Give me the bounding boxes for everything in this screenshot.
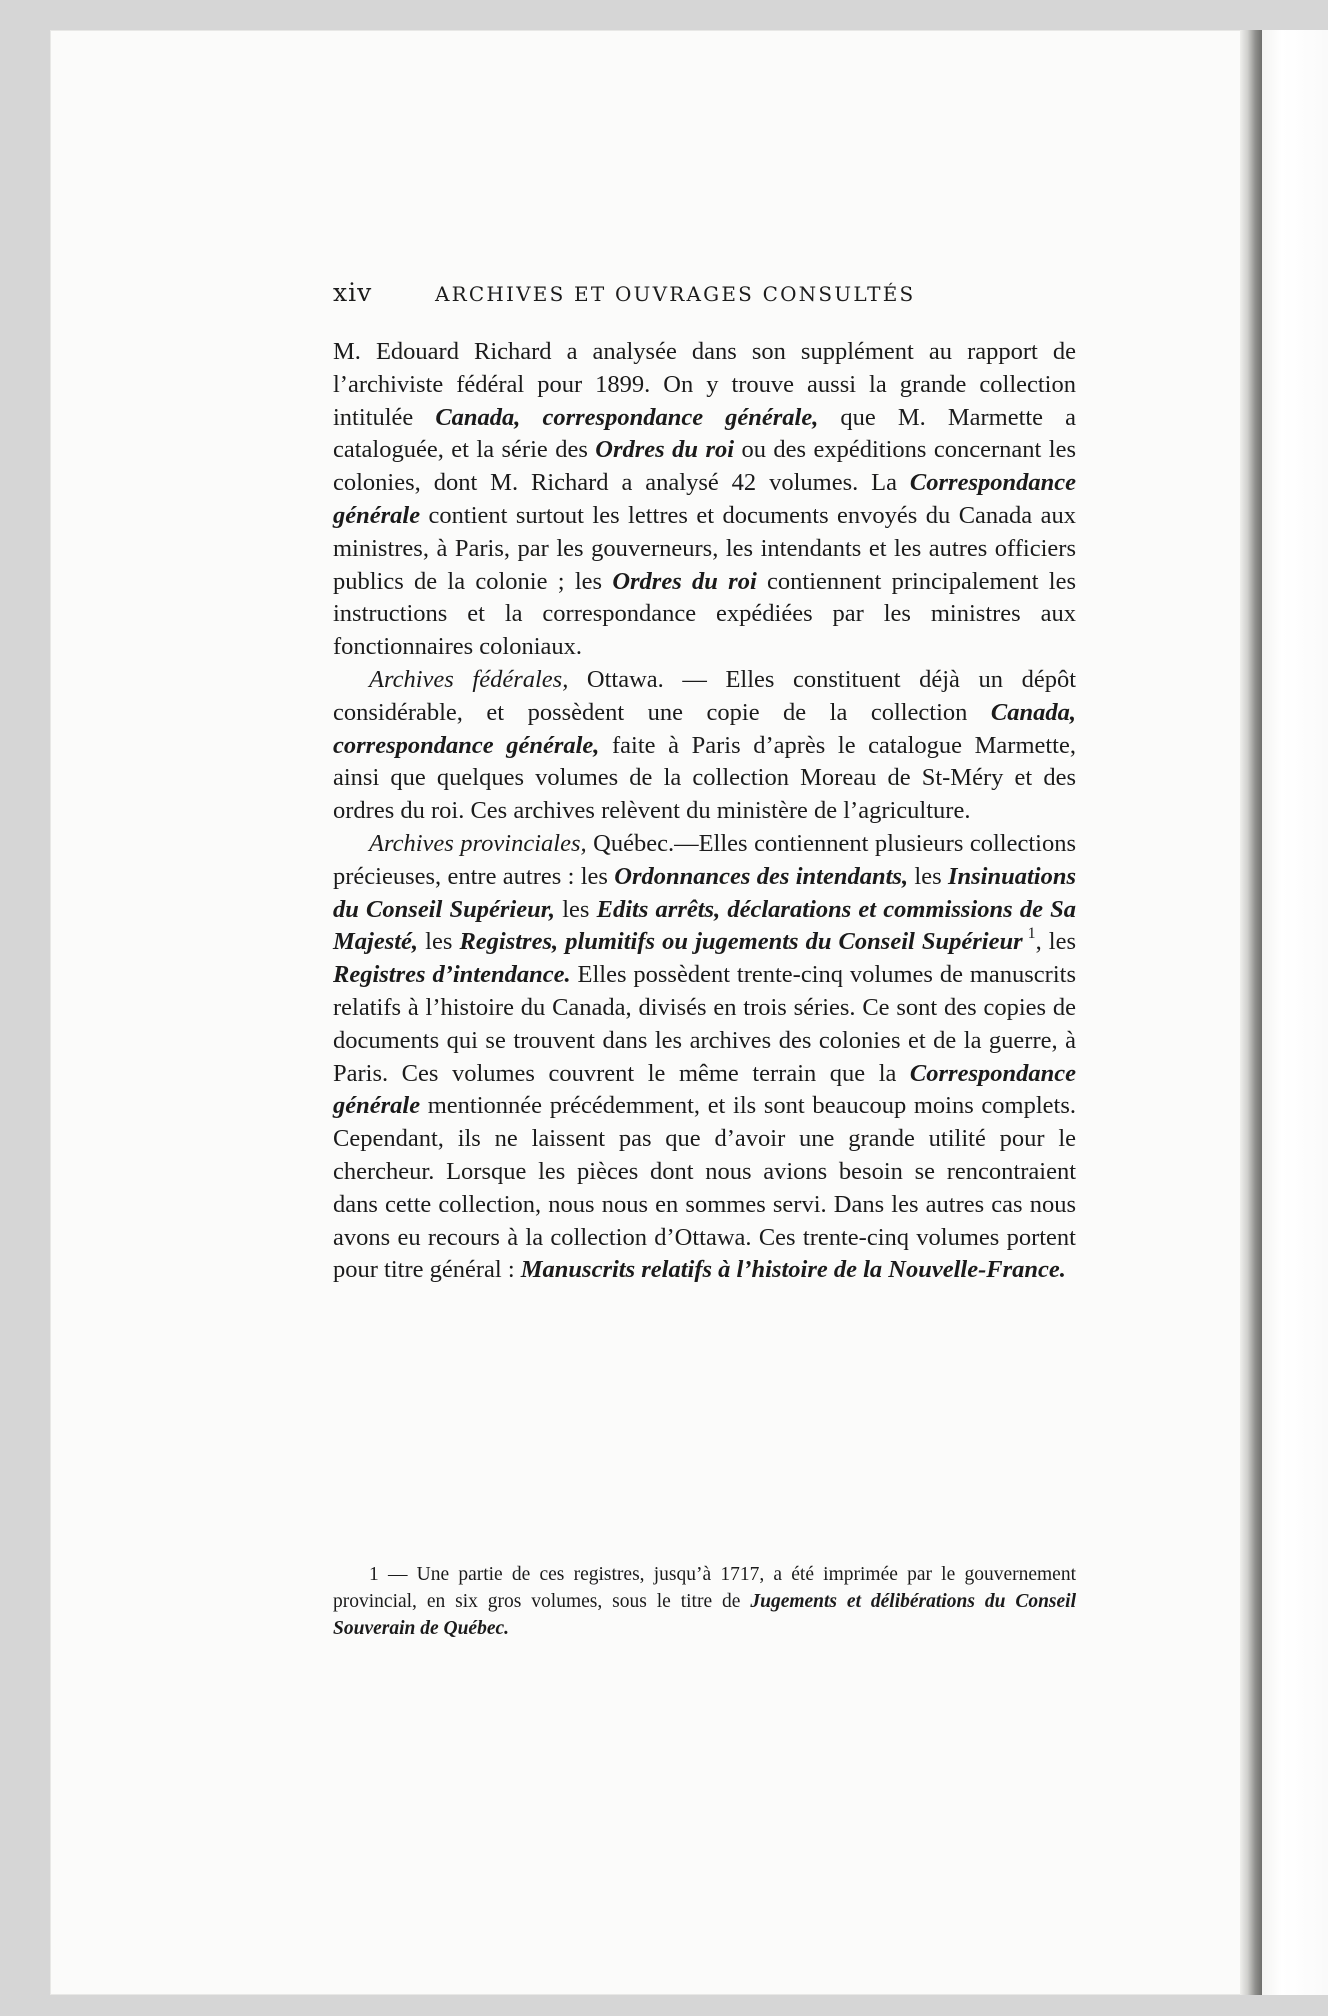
text-run: contiennent principalement les instructions et la correspondance expédiées par les ministres aux fonctionnaires coloniaux. [333, 567, 1077, 661]
text-run: mentionnée précédemment, et ils sont beaucoup moins complets. Cependant, ils ne laissent pas que d’avoir une grande utilité pour le chercheur. Lorsque les pièces dont nous avions besoin se rencontraient dans cette collection, nous nous en sommes servi. Dans les autres cas nous avons eu recours à la collection d’Ottawa. Ces trente-cinq volumes portent pour titre général : [333, 1092, 1076, 1284]
text-run: ou des expéditions concernant les colonies, dont M. Richard a analysé 42 volumes. La [333, 436, 1076, 497]
background-margin [1262, 30, 1328, 1995]
italic-title: Canada, correspondance générale, [435, 403, 819, 431]
text-run: les [555, 895, 597, 923]
paragraph-archives-provinciales [333, 828, 1076, 1287]
text-run: , les [1035, 928, 1077, 956]
italic-title: Registres d’intendance. [333, 961, 571, 989]
italic-title: Ordonnances des intendants, [614, 862, 909, 890]
text-run: que M. Marmette a cataloguée, et la série des [333, 403, 1076, 464]
italic-title: Ordres du roi [595, 436, 735, 464]
text-run: 1 — Une partie de ces registres, jusqu’à 1717, a été imprimée par le gouvernement provincial, en six gros volumes, sous le titre de [333, 1564, 1076, 1612]
text-run: faite à Paris d’après le catalogue Marmette, ainsi que quelques volumes de la collection Moreau de St-Méry et des ordres du roi. Ces archives relèvent du ministère de l’agriculture. [333, 731, 1076, 825]
page-number: xiv [333, 278, 373, 307]
text-run: Elles possèdent trente-cinq volumes de manuscrits relatifs à l’histoire du Canada, divisés en trois séries. Ce sont des copies de documents qui se trouvent dans les archives des colonies et de la guerre, à Paris. Ces volumes couvrent le même terrain que la [333, 961, 1076, 1087]
text-run: les [908, 862, 948, 890]
italic-title: Insinuations du Conseil Supérieur, [333, 862, 1076, 923]
footnote [333, 1561, 1076, 1642]
text-run: contient surtout les lettres et documents envoyés du Canada aux ministres, à Paris, par les gouverneurs, les intendants et les autres officiers publics de la colonie ; les [333, 501, 1076, 595]
italic-title: Ordres du roi [612, 567, 757, 595]
page-right-edge [1240, 30, 1262, 1995]
italic-title: Canada, correspondance générale, [333, 698, 1076, 759]
text-run: les [418, 928, 460, 956]
body-text [333, 336, 1076, 1287]
footnote-reference: 1 [1022, 925, 1036, 943]
italic-heading: Archives fédérales, [369, 665, 569, 693]
italic-title: Manuscrits relatifs à l’histoire de la Nouvelle-France. [520, 1256, 1066, 1284]
italic-heading: Archives provinciales, [369, 829, 587, 857]
italic-title: Correspondance générale [333, 1059, 1076, 1120]
text-run: Québec.—Elles contiennent plusieurs collections précieuses, entre autres : les [333, 829, 1076, 890]
italic-title: Jugements et délibérations du Conseil Souverain de Québec. [333, 1591, 1076, 1639]
italic-title: Correspondance générale [333, 469, 1076, 529]
paragraph-1 [333, 336, 1076, 664]
text-run: Ottawa. — Elles constituent déjà un dépôt considérable, et possèdent une copie de la collection [333, 665, 1076, 726]
running-title: ARCHIVES ET OUVRAGES CONSULTÉS [435, 282, 916, 306]
italic-title: Registres, plumitifs ou jugements du Conseil Supérieur [459, 928, 1023, 956]
running-header [333, 278, 1078, 314]
italic-title: Edits arrêts, déclarations et commissions de Sa Majesté, [333, 895, 1076, 956]
text-run: M. Edouard Richard a analysée dans son supplément au rapport de l’archiviste fédéral pour 1899. On y trouve aussi la grande collection intitulée [333, 338, 1076, 431]
paragraph-archives-federales [333, 664, 1076, 828]
